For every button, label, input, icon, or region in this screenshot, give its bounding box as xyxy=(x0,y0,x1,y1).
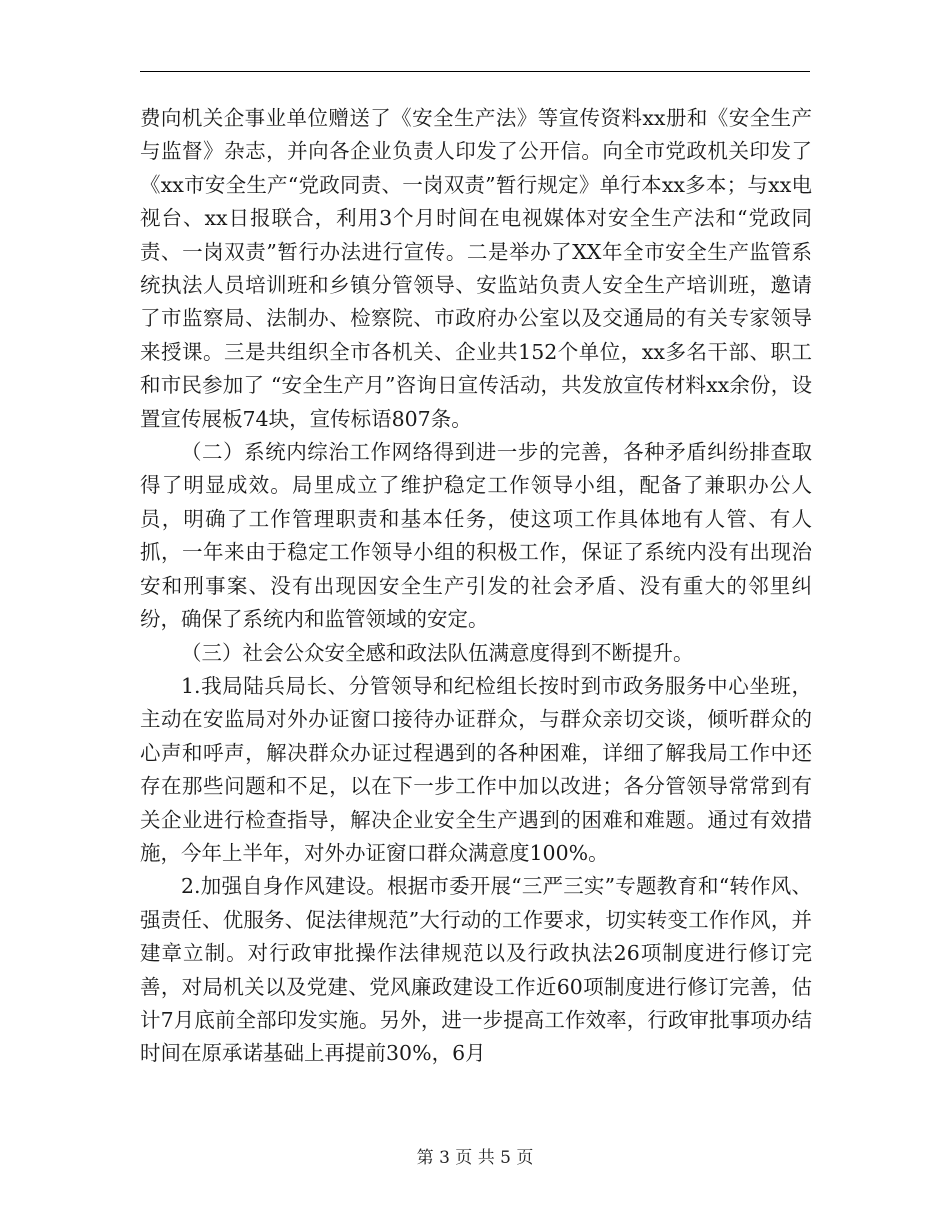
paragraph-item-1: 1.我局陆兵局长、分管领导和纪检组长按时到市政务服务中心坐班，主动在安监局对外办证窗口接待办证群众，与群众亲切交谈，倾听群众的心声和呼声，解决群众办证过程遇到的各种困难，详细了解我局工作中还存在那些问题和不足，以在下一步工作中加以改进；各分管领导常常到有关企业进行检查指导，解决企业安全生产遇到的困难和难题。通过有效措施，今年上半年，对外办证窗口群众满意度100%。 xyxy=(140,673,812,865)
page-footer: 第 3 页 共 5 页 xyxy=(416,1148,534,1168)
paragraph-section-2: （二）系统内综治工作网络得到进一步的完善，各种矛盾纠纷排查取得了明显成效。局里成立了维护稳定工作领导小组，配备了兼职办公人员，明确了工作管理职责和基本任务，使这项工作具体地有人管、有人抓，一年来由于稳定工作领导小组的积极工作，保证了系统内没有出现治安和刑事案、没有出现因安全生产引发的社会矛盾、没有重大的邻里纠纷，确保了系统内和监管领域的安定。 xyxy=(140,440,812,632)
header-rule xyxy=(140,71,810,72)
page-body xyxy=(140,102,812,1071)
paragraph-continuation: 费向机关企事业单位赠送了《安全生产法》等宣传资料xx册和《安全生产与监督》杂志，并向各企业负责人印发了公开信。向全市党政机关印发了《xx市安全生产“党政同责、一岗双责”暂行规定》单行本xx多本；与xx电视台、xx日报联合，利用3个月时间在电视媒体对安全生产法和“党政同责、一岗双责”暂行办法进行宣传。二是举办了XX年全市安全生产监管系统执法人员培训班和乡镇分管领导、安监站负责人安全生产培训班，邀请了市监察局、法制办、检察院、市政府办公室以及交通局的有关专家领导来授课。三是共组织全市各机关、企业共152个单位，xx多名干部、职工和市民参加了 “安全生产月”咨询日宣传活动，共发放宣传材料xx余份，设置宣传展板74块，宣传标语807条。 xyxy=(140,106,812,431)
paragraph-section-3-heading: （三）社会公众安全感和政法队伍满意度得到不断提升。 xyxy=(181,640,694,665)
paragraph-item-2: 2.加强自身作风建设。根据市委开展“三严三实”专题教育和“转作风、强责任、优服务、促法律规范”大行动的工作要求，切实转变工作作风，并建章立制。对行政审批操作法律规范以及行政执法26项制度进行修订完善，对局机关以及党建、党风廉政建设工作近60项制度进行修订完善，估计7月底前全部印发实施。另外，进一步提高工作效率，行政审批事项办结时间在原承诺基础上再提前30%，6月 xyxy=(140,874,812,1066)
